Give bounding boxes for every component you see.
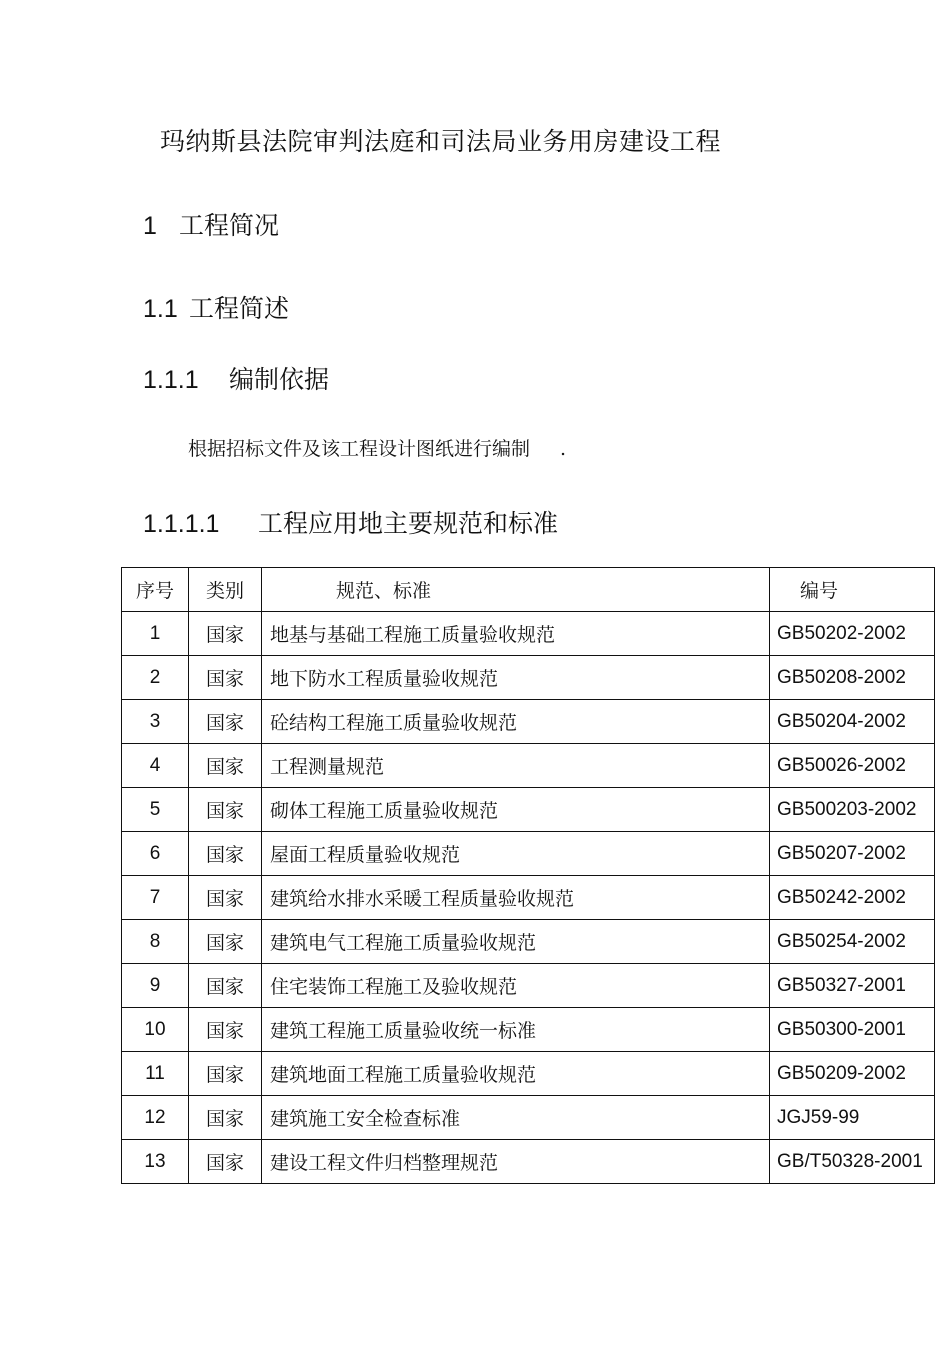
cell-no: 12 xyxy=(122,1096,189,1140)
heading-level-1 xyxy=(143,206,279,242)
header-category: 类别 xyxy=(189,568,262,612)
cell-code xyxy=(770,1096,935,1140)
code-text: GB50026-2002 xyxy=(777,754,906,776)
cell-category: 国家 xyxy=(189,612,262,656)
cell-category: 国家 xyxy=(189,920,262,964)
header-name: 规范、标准 xyxy=(262,568,770,612)
code-text: GB50300-2001 xyxy=(777,1018,906,1040)
code-text: GB50254-2002 xyxy=(777,930,906,952)
code-text: JGJ59-99 xyxy=(777,1106,860,1128)
cell-category: 国家 xyxy=(189,788,262,832)
cell-name: 地基与基础工程施工质量验收规范 xyxy=(262,612,770,656)
cell-no: 1 xyxy=(122,612,189,656)
table-row xyxy=(122,1008,935,1052)
code-text: GB50204-2002 xyxy=(777,710,906,732)
cell-code xyxy=(770,744,935,788)
cell-code xyxy=(770,656,935,700)
cell-no: 5 xyxy=(122,788,189,832)
cell-no: 11 xyxy=(122,1052,189,1096)
cell-code xyxy=(770,788,935,832)
heading-level-3 xyxy=(143,360,329,396)
heading-number: 1.1 xyxy=(143,295,178,323)
cell-no: 10 xyxy=(122,1008,189,1052)
cell-code xyxy=(770,700,935,744)
heading-text: 工程简况 xyxy=(179,211,280,240)
code-text: GB50209-2002 xyxy=(777,1062,906,1084)
cell-code xyxy=(770,964,935,1008)
table-row xyxy=(122,876,935,920)
cell-category: 国家 xyxy=(189,1140,262,1184)
table-header-row xyxy=(122,568,935,612)
cell-category: 国家 xyxy=(189,1052,262,1096)
cell-code xyxy=(770,1140,935,1184)
cell-name: 地下防水工程质量验收规范 xyxy=(262,656,770,700)
header-no: 序号 xyxy=(122,568,189,612)
table-row xyxy=(122,964,935,1008)
cell-name: 建筑给水排水采暖工程质量验收规范 xyxy=(262,876,770,920)
code-text: GB50207-2002 xyxy=(777,842,906,864)
cell-category: 国家 xyxy=(189,876,262,920)
cell-code xyxy=(770,832,935,876)
cell-name: 建筑地面工程施工质量验收规范 xyxy=(262,1052,770,1096)
header-code: 编号 xyxy=(770,568,935,612)
heading-text: 编制依据 xyxy=(229,365,330,394)
body-paragraph xyxy=(188,434,566,461)
table-row xyxy=(122,612,935,656)
cell-category: 国家 xyxy=(189,1096,262,1140)
cell-category: 国家 xyxy=(189,832,262,876)
cell-category: 国家 xyxy=(189,1008,262,1052)
table-row xyxy=(122,656,935,700)
cell-no: 8 xyxy=(122,920,189,964)
heading-number: 1.1.1.1 xyxy=(143,510,220,538)
code-text: GB50202-2002 xyxy=(777,622,906,644)
cell-name: 砌体工程施工质量验收规范 xyxy=(262,788,770,832)
code-text: GB50242-2002 xyxy=(777,886,906,908)
cell-name: 建设工程文件归档整理规范 xyxy=(262,1140,770,1184)
heading-number: 1.1.1 xyxy=(143,366,199,394)
code-text: GB50208-2002 xyxy=(777,666,906,688)
cell-no: 2 xyxy=(122,656,189,700)
table-row xyxy=(122,1096,935,1140)
cell-no: 6 xyxy=(122,832,189,876)
table-row xyxy=(122,788,935,832)
heading-number: 1 xyxy=(143,212,157,240)
cell-no: 4 xyxy=(122,744,189,788)
cell-category: 国家 xyxy=(189,744,262,788)
cell-name: 建筑施工安全检查标准 xyxy=(262,1096,770,1140)
table-row xyxy=(122,1140,935,1184)
cell-name: 屋面工程质量验收规范 xyxy=(262,832,770,876)
cell-code xyxy=(770,876,935,920)
standards-table xyxy=(121,567,935,1184)
cell-name: 住宅装饰工程施工及验收规范 xyxy=(262,964,770,1008)
cell-category: 国家 xyxy=(189,964,262,1008)
table-row xyxy=(122,744,935,788)
table-row xyxy=(122,920,935,964)
cell-no: 13 xyxy=(122,1140,189,1184)
code-text: GB50327-2001 xyxy=(777,974,906,996)
heading-text: 工程简述 xyxy=(189,294,290,323)
cell-no: 3 xyxy=(122,700,189,744)
cell-no: 7 xyxy=(122,876,189,920)
document-title: 玛纳斯县法院审判法庭和司法局业务用房建设工程 xyxy=(160,127,722,156)
table-row xyxy=(122,700,935,744)
cell-name: 建筑工程施工质量验收统一标准 xyxy=(262,1008,770,1052)
heading-level-4 xyxy=(143,504,558,540)
cell-name: 工程测量规范 xyxy=(262,744,770,788)
cell-code xyxy=(770,1052,935,1096)
heading-text: 工程应用地主要规范和标准 xyxy=(258,509,559,538)
cell-name: 建筑电气工程施工质量验收规范 xyxy=(262,920,770,964)
paragraph-suffix: . xyxy=(560,438,567,460)
cell-category: 国家 xyxy=(189,700,262,744)
cell-code xyxy=(770,612,935,656)
table-row xyxy=(122,832,935,876)
cell-code xyxy=(770,920,935,964)
cell-no: 9 xyxy=(122,964,189,1008)
cell-category: 国家 xyxy=(189,656,262,700)
table-row xyxy=(122,1052,935,1096)
table-body xyxy=(122,612,935,1184)
code-text: GB/T50328-2001 xyxy=(777,1150,923,1172)
heading-level-2 xyxy=(143,289,289,325)
cell-code xyxy=(770,1008,935,1052)
cell-name: 砼结构工程施工质量验收规范 xyxy=(262,700,770,744)
paragraph-text: 根据招标文件及该工程设计图纸进行编制 xyxy=(188,438,531,460)
code-text: GB500203-2002 xyxy=(777,798,917,820)
